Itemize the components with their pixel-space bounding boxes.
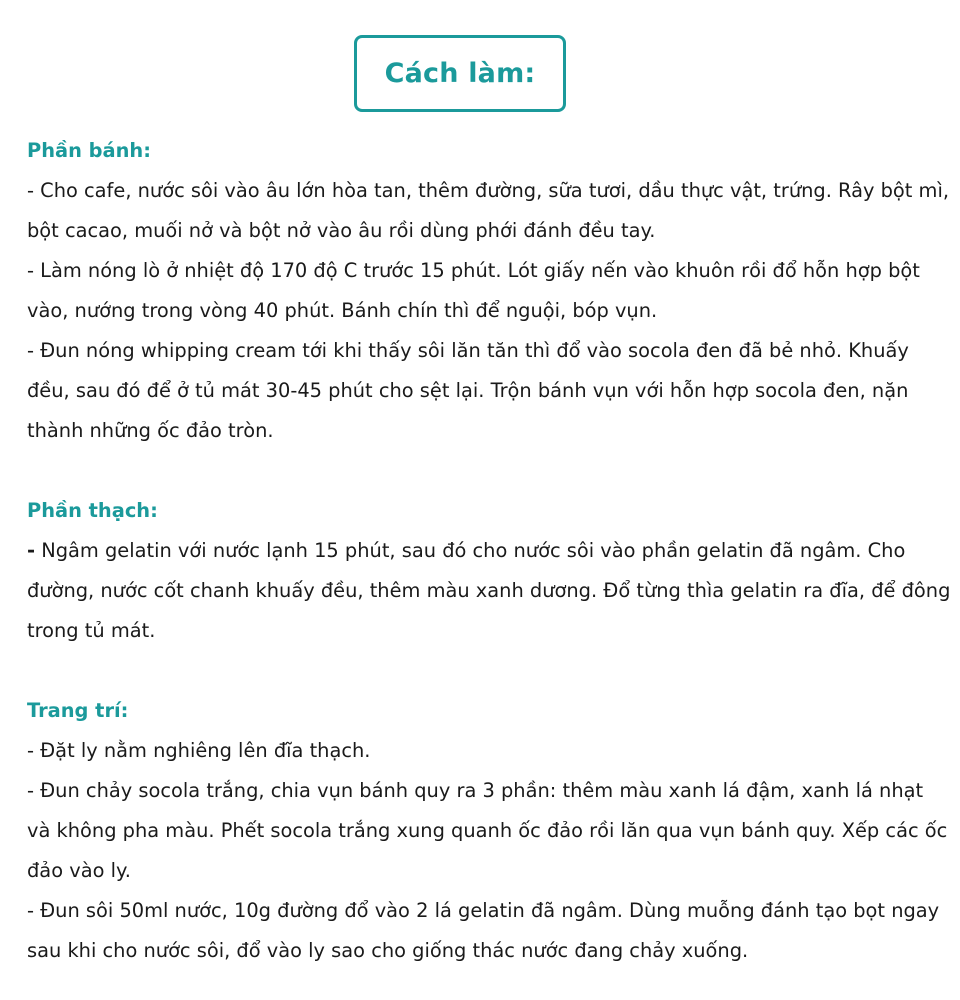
recipe-steps bbox=[27, 131, 952, 971]
section-heading: Phần bánh: bbox=[27, 139, 151, 162]
section-cake bbox=[27, 131, 952, 451]
step-text: Ngâm gelatin với nước lạnh 15 phút, sau đó cho nước sôi vào phần gelatin đã ngâm. Cho đường, nước cốt chanh khuấy đều, thêm màu xanh dương. Đổ từng thìa gelatin ra đĩa, để đông trong tủ mát. bbox=[27, 539, 951, 642]
step-paragraph: - Đặt ly nằm nghiêng lên đĩa thạch. bbox=[27, 739, 371, 762]
step-paragraph: - Cho cafe, nước sôi vào âu lớn hòa tan, thêm đường, sữa tươi, dầu thực vật, trứng. Rây bột mì, bột cacao, muối nở và bột nở vào âu rồi dùng phới đánh đều tay. bbox=[27, 179, 950, 242]
section-heading: Trang trí: bbox=[27, 699, 129, 722]
title-box bbox=[354, 35, 566, 112]
section-heading: Phần thạch: bbox=[27, 499, 158, 522]
section-jelly bbox=[27, 491, 952, 651]
step-paragraph: - Làm nóng lò ở nhiệt độ 170 độ C trước 15 phút. Lót giấy nến vào khuôn rồi đổ hỗn hợp bột vào, nướng trong vòng 40 phút. Bánh chín thì để nguội, bóp vụn. bbox=[27, 259, 920, 322]
step-paragraph: - Đun sôi 50ml nước, 10g đường đổ vào 2 lá gelatin đã ngâm. Dùng muỗng đánh tạo bọt ngay sau khi cho nước sôi, đổ vào ly sao cho giống thác nước đang chảy xuống. bbox=[27, 899, 940, 962]
bold-dash: - bbox=[27, 539, 36, 562]
section-decoration bbox=[27, 691, 952, 971]
step-paragraph: - Đun chảy socola trắng, chia vụn bánh quy ra 3 phần: thêm màu xanh lá đậm, xanh lá nhạt và không pha màu. Phết socola trắng xung quanh ốc đảo rồi lăn qua vụn bánh quy. Xếp các ốc đảo vào ly. bbox=[27, 779, 948, 882]
step-paragraph: - Đun nóng whipping cream tới khi thấy sôi lăn tăn thì đổ vào socola đen đã bẻ nhỏ. Khuấy đều, sau đó để ở tủ mát 30-45 phút cho sệt lại. Trộn bánh vụn với hỗn hợp socola đen, nặn thành những ốc đảo tròn. bbox=[27, 339, 909, 442]
page-title: Cách làm: bbox=[384, 58, 536, 89]
step-paragraph bbox=[27, 531, 952, 651]
